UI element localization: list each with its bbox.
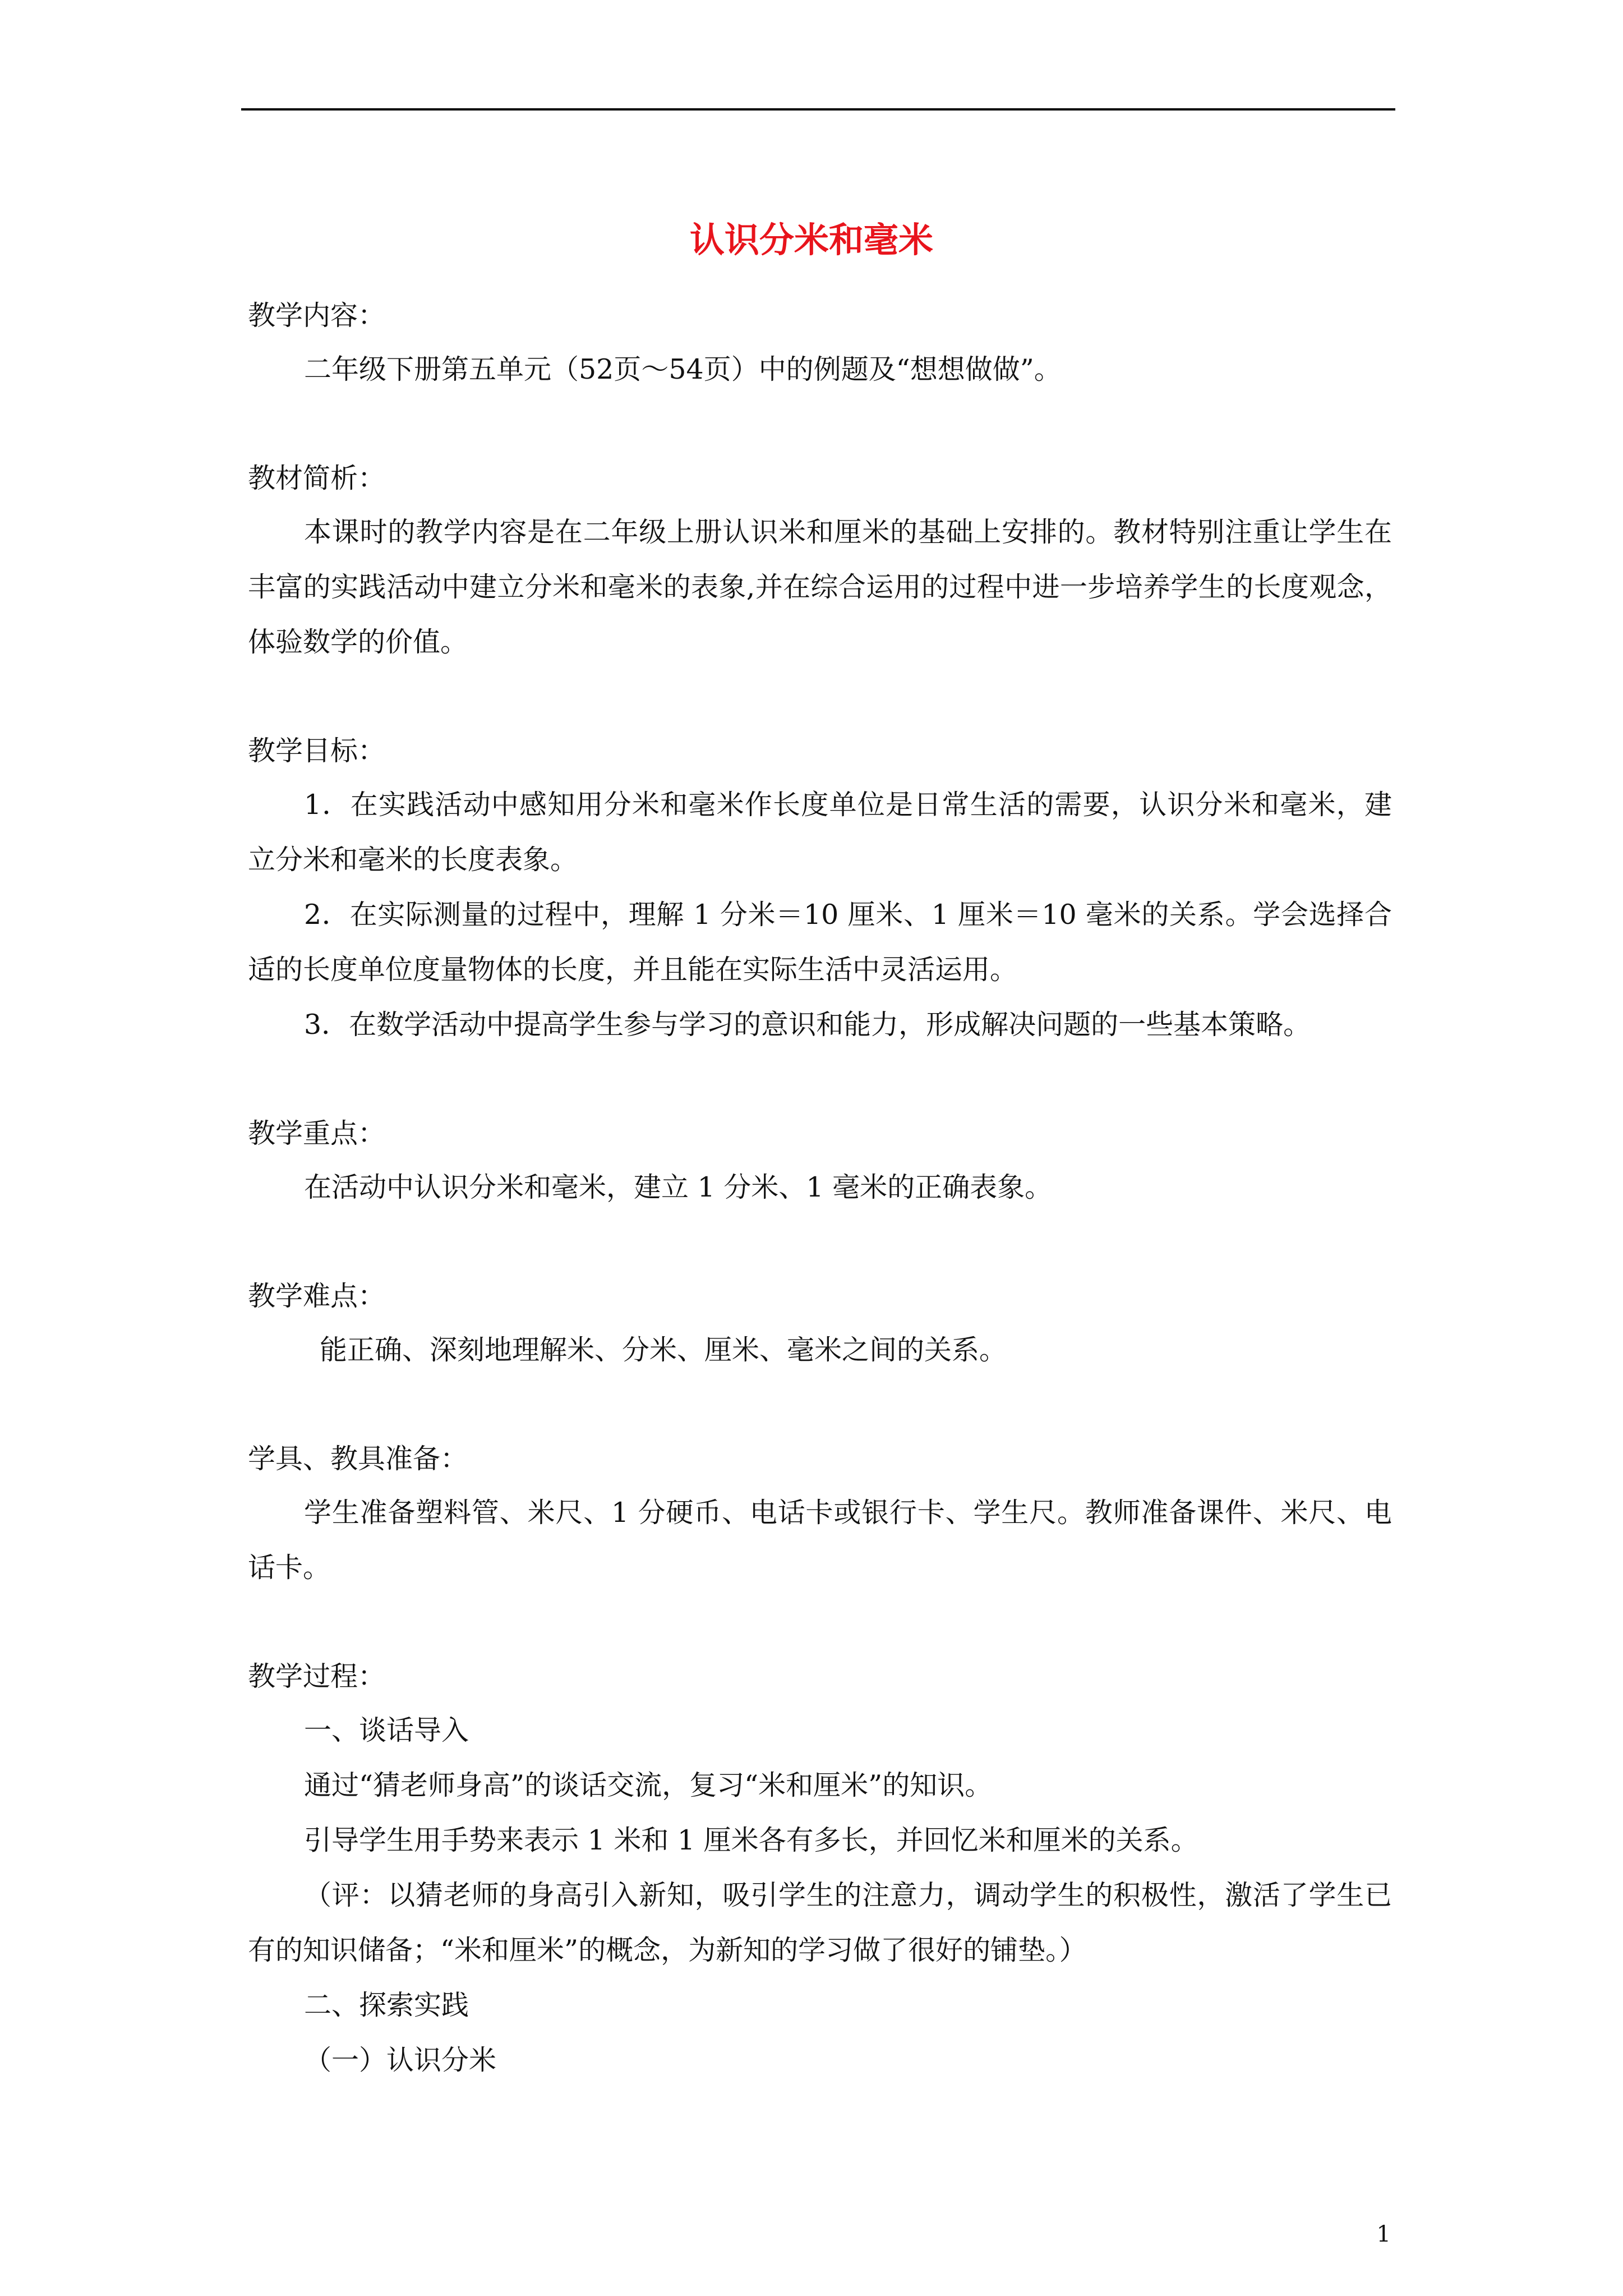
objective-item-2: 2．在实际测量的过程中，理解 1 分米＝10 厘米、1 厘米＝10 毫米的关系。学会选择合适的长度单位度量物体的长度，并且能在实际生活中灵活运用。 xyxy=(248,899,1392,986)
document-body xyxy=(248,289,1392,2088)
process-part2-subsection-1: （一）认识分米 xyxy=(304,2044,497,2076)
process-part1-title: 一、谈话导入 xyxy=(304,1714,469,1746)
page-number: 1 xyxy=(1376,2221,1391,2247)
section-heading-process: 教学过程： xyxy=(248,1660,386,1692)
process-part1-comment: （评：以猜老师的身高引入新知，吸引学生的注意力，调动学生的积极性，激活了学生已有的知识储备；“米和厘米”的概念，为新知的学习做了很好的铺垫。） xyxy=(248,1879,1392,1966)
section-text-content: 二年级下册第五单元（52页～54页）中的例题及“想想做做”。 xyxy=(304,353,1062,385)
section-heading-analysis: 教材简析： xyxy=(248,462,386,494)
section-heading-materials: 学具、教具准备： xyxy=(248,1443,468,1475)
header-rule xyxy=(241,108,1395,111)
section-heading-key-points: 教学重点： xyxy=(248,1117,386,1149)
section-heading-content: 教学内容： xyxy=(248,300,386,332)
section-heading-difficulties: 教学难点： xyxy=(248,1280,386,1312)
document-title: 认识分米和毫米 xyxy=(689,219,933,260)
section-text-analysis: 本课时的教学内容是在二年级上册认识米和厘米的基础上安排的。教材特别注重让学生在丰富的实践活动中建立分米和毫米的表象,并在综合运用的过程中进一步培养学生的长度观念，体验数学的价值。 xyxy=(248,516,1392,658)
section-text-difficulties: 能正确、深刻地理解米、分米、厘米、毫米之间的关系。 xyxy=(320,1334,1007,1366)
objective-item-1: 1．在实践活动中感知用分米和毫米作长度单位是日常生活的需要，认识分米和毫米，建立分米和毫米的长度表象。 xyxy=(248,789,1392,876)
process-part1-paragraph-1: 通过“猜老师身高”的谈话交流，复习“米和厘米”的知识。 xyxy=(304,1769,993,1801)
section-text-key-points: 在活动中认识分米和毫米，建立 1 分米、1 毫米的正确表象。 xyxy=(304,1171,1053,1203)
objective-item-3: 3．在数学活动中提高学生参与学习的意识和能力，形成解决问题的一些基本策略。 xyxy=(304,1009,1311,1041)
section-heading-objectives: 教学目标： xyxy=(248,735,386,767)
process-part2-title: 二、探索实践 xyxy=(304,1989,469,2021)
section-text-materials: 学生准备塑料管、米尺、1 分硬币、电话卡或银行卡、学生尺。教师准备课件、米尺、电话卡。 xyxy=(248,1497,1392,1584)
process-part1-paragraph-2: 引导学生用手势来表示 1 米和 1 厘米各有多长，并回忆米和厘米的关系。 xyxy=(304,1824,1198,1856)
